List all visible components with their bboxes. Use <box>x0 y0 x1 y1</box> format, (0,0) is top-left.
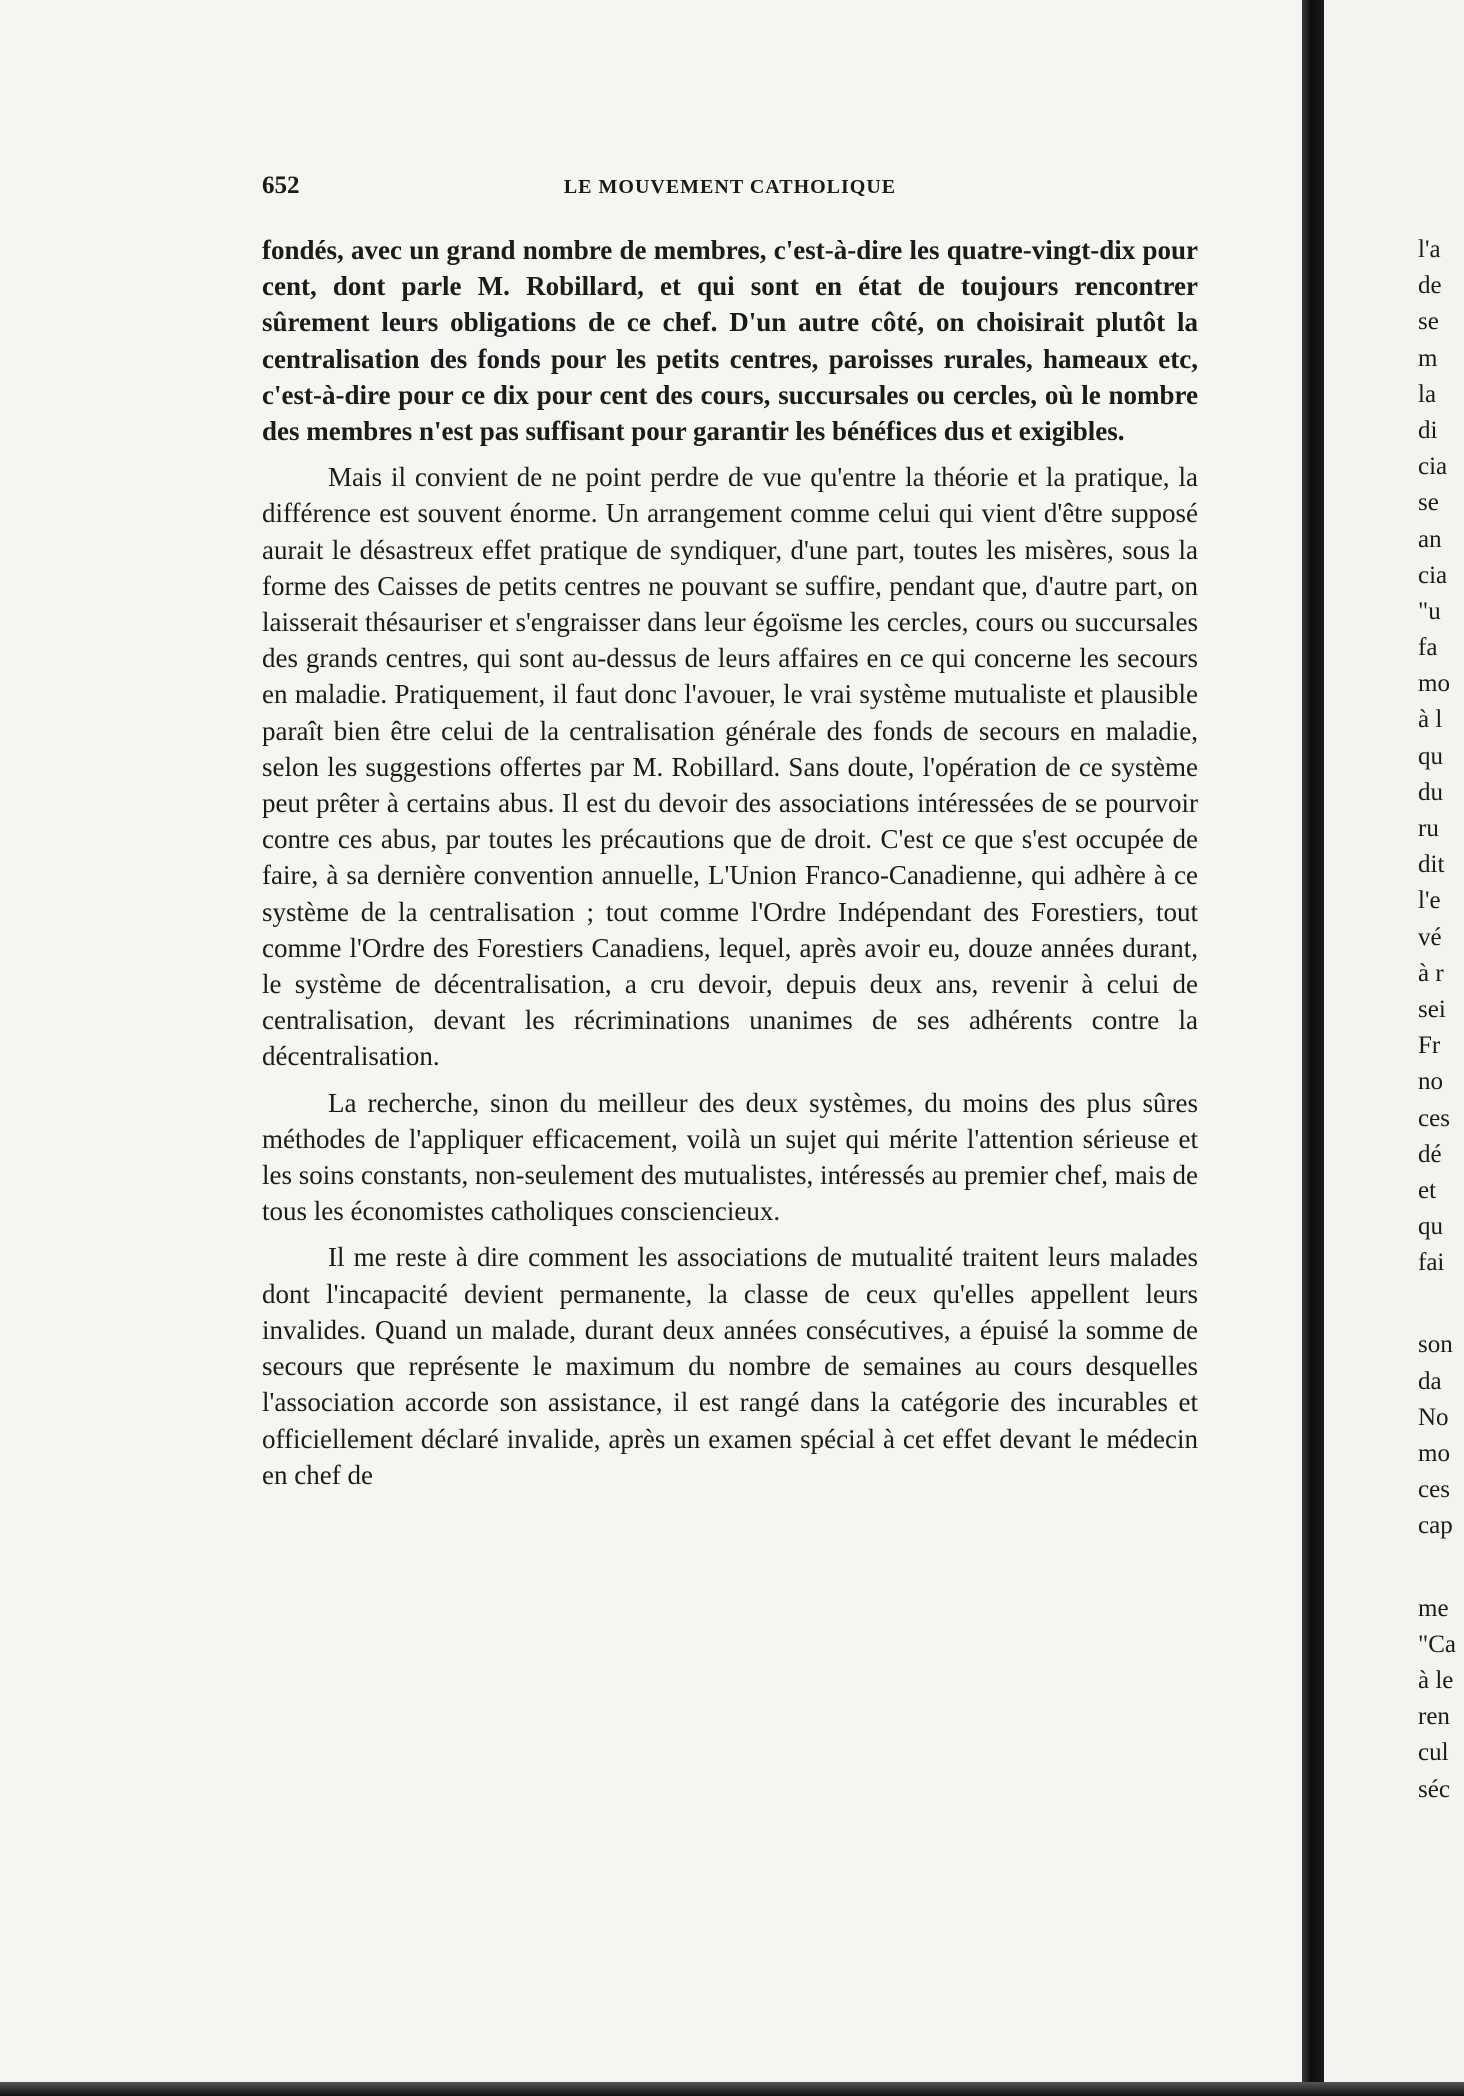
neighbor-line: cia <box>1418 561 1448 589</box>
neighbor-line: à l <box>1418 706 1443 734</box>
neighbor-line: de <box>1418 272 1442 300</box>
neighbor-line: du <box>1418 778 1443 806</box>
book-gutter <box>1302 0 1324 2096</box>
neighbor-line: No <box>1418 1403 1449 1431</box>
paragraph-3: La recherche, sinon du meilleur des deux systèmes, du moins des plus sûres méthodes de l'appliquer efficacement, voilà un sujet qui mérite l'attention sérieuse et les soins constants, non-seulement des mutualistes, intéressés au premier chef, mais de tous les économistes catholiques consciencieux. <box>262 1087 1198 1227</box>
neighbor-line: l'e <box>1418 887 1441 915</box>
neighbor-line: cul <box>1418 1739 1449 1767</box>
neighbor-line: et <box>1418 1176 1437 1204</box>
neighbor-line: ces <box>1418 1104 1450 1132</box>
neighbor-line: da <box>1418 1367 1442 1395</box>
neighbor-line: son <box>1418 1331 1453 1359</box>
neighbor-line: à r <box>1418 959 1444 987</box>
neighbor-line: cap <box>1418 1512 1453 1540</box>
neighbor-line: mo <box>1418 1440 1450 1467</box>
page-number: 652 <box>262 172 300 199</box>
neighbor-line: "Ca <box>1418 1630 1456 1658</box>
neighbor-line: "u <box>1418 597 1441 625</box>
neighbor-line: se <box>1418 489 1439 517</box>
neighbor-line: dé <box>1418 1140 1442 1168</box>
neighbor-line: qu <box>1418 1213 1443 1241</box>
neighbor-line: vé <box>1418 923 1442 951</box>
neighbor-line: no <box>1418 1068 1443 1096</box>
neighbor-line: l'a <box>1418 236 1441 263</box>
neighbor-line: fa <box>1418 634 1438 662</box>
paragraph-2: Mais il convient de ne point perdre de vue qu'entre la théorie et la pratique, la différence est souvent énorme. Un arrangement comme celui qui vient d'être supposé aurait le désastreux effet pratique de syndiquer, d'une part, toutes les misères, sous la forme des Caisses de petits centres ne pouvant se suffire, pendant que, d'autre part, on laisserait thésauriser et s'engraisser dans leur égoïsme les cercles, cours ou succursales des grands centres, qui sont au-dessus de leurs affaires en ce qui concerne les secours en maladie. Pratiquement, il faut donc l'avouer, le vrai système mutualiste et plausible paraît bien être celui de la centralisation générale des fonds de secours en maladie, selon les suggestions offertes par M. Robillard. Sans doute, l'opération de ce système peut prêter à certains abus. Il est du devoir des associations intéressées de se pourvoir contre ces abus, par toutes les précautions que de droit. C'est ce que s'est occupée de faire, à sa dernière convention annuelle, L'Union Franco-Canadienne, qui adhère à ce système de la centralisation ; tout comme l'Ordre Indépendant des Forestiers, tout comme l'Ordre des Forestiers Canadiens, lequel, après avoir eu, douze années durant, le système de décentralisation, a cru devoir, depuis deux ans, revenir à celui de centralisation, devant les récriminations unanimes de ses adhérents contre la décentralisation. <box>262 462 1198 1072</box>
neighbor-line: à le <box>1418 1666 1454 1694</box>
neighbor-gap <box>1418 1545 1464 1591</box>
neighbor-line: la <box>1418 380 1437 408</box>
neighbor-page-text <box>1418 232 1464 1808</box>
neighbor-line: Fr <box>1418 1032 1441 1060</box>
paragraph-1: fondés, avec un grand nombre de membres, c'est-à-dire les quatre-vingt-dix pour cent, dont parle M. Robillard, et qui sont en état de toujours rencontrer sûrement leurs obligations de ce chef. D'un autre côté, on choisirait plutôt la centralisation des fonds pour les petits centres, paroisses rurales, hameaux etc, c'est-à-dire pour ce dix pour cent des cours, succursales ou cercles, où le nombre des membres n'est pas suffisant pour garantir les bénéfices dus et exigibles. <box>262 235 1198 447</box>
neighbor-line: séc <box>1418 1775 1450 1803</box>
neighbor-line: qu <box>1418 742 1443 770</box>
neighbor-line: ren <box>1418 1703 1450 1731</box>
neighbor-line: cia <box>1418 453 1448 481</box>
neighbor-line: ru <box>1418 815 1439 842</box>
neighbor-line: mo <box>1418 670 1450 698</box>
neighbor-line: fai <box>1418 1249 1445 1277</box>
running-head: LE MOUVEMENT CATHOLIQUE <box>563 176 897 198</box>
neighbor-line: di <box>1418 416 1438 444</box>
body-text <box>262 232 1198 1503</box>
neighbor-line: se <box>1418 308 1439 336</box>
neighbor-line: ces <box>1418 1476 1450 1504</box>
neighbor-line: dit <box>1418 851 1445 879</box>
scan-bottom-edge <box>0 2082 1464 2096</box>
neighbor-line: sei <box>1418 995 1446 1023</box>
neighbor-line: me <box>1418 1594 1449 1622</box>
page-header <box>262 172 1198 206</box>
neighbor-line: m <box>1418 344 1438 372</box>
neighbor-gap <box>1418 1281 1464 1327</box>
neighbor-line: an <box>1418 525 1442 553</box>
paragraph-4: Il me reste à dire comment les associations de mutualité traitent leurs malades dont l'incapacité devient permanente, la classe de ceux qu'elles appellent leurs invalides. Quand un malade, durant deux années consécutives, a épuisé la somme de secours que représente le maximum du nombre de semaines au cours desquelles l'association accorde son assistance, il est rangé dans la catégorie des incurables et officiellement déclaré invalide, après un examen spécial à cet effet devant le médecin en chef de <box>262 1242 1198 1490</box>
